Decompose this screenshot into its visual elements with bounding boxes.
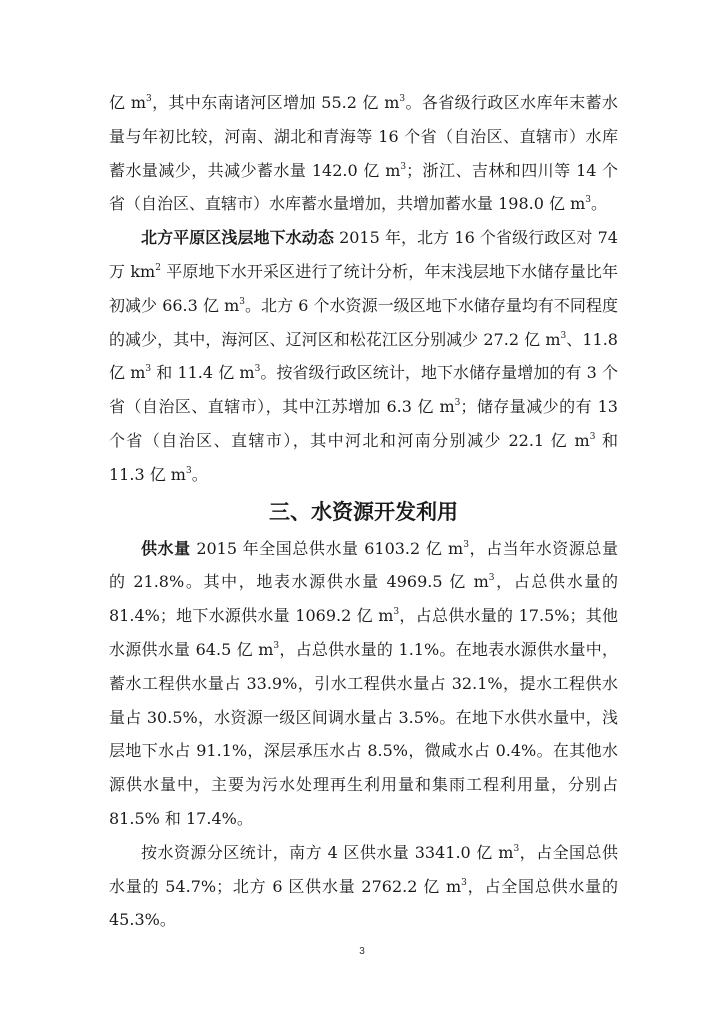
paragraph-groundwater-dynamics — [109, 221, 618, 491]
text-run: 。 — [590, 194, 607, 214]
paragraph-reservoir-storage — [109, 86, 618, 221]
text-run: ，占总供水量的 1.1%。在地表水源供水量中，蓄水工程供水量占 33.9%，引水工程供水量占 32.1%，提水工程供水量占 30.5%，水资源一级区间调水量占 3.5%。在地下水供水量中，浅层地下水占 91.1%，深层承压水占 8.5%，微咸水占 0.4%。在其他水源供水量中，主要为污水处理再生利用量和集雨工程利用量，分别占 81.5% 和 17.4%。 — [109, 639, 618, 828]
document-body — [109, 86, 618, 937]
text-run: ，占总供水量的 17.5%；其他水源供水量 64.5 亿 m — [109, 606, 618, 659]
text-run: 平原地下水开采区进行了统计分析，年末浅层地下水储存量比年初减少 66.3 亿 m — [109, 261, 618, 315]
superscript: 3 — [185, 465, 192, 476]
text-run: ，占全国总供水量的 54.7%；北方 6 区供水量 2762.2 亿 m — [109, 842, 618, 896]
text-run: 、11.8 亿 m — [109, 329, 618, 383]
text-run: 和 11.4 亿 m — [151, 363, 255, 383]
text-run: ，占全国总供水量的 45.3%。 — [109, 876, 618, 930]
superscript: 3 — [393, 607, 400, 618]
superscript: 2 — [155, 262, 161, 273]
page-number: 3 — [359, 946, 365, 957]
superscript: 3 — [254, 364, 261, 375]
text-run: 2015 年全国总供水量 6103.2 亿 m — [190, 538, 464, 558]
text-run: 。 — [191, 464, 208, 484]
paragraph-lead-heading: 北方平原区浅层地下水动态 — [141, 228, 334, 248]
text-run: ，占总供水量的 81.4%；地下水源供水量 1069.2 亿 m — [109, 572, 618, 626]
text-run: 。按省级行政区统计，地下水储存量增加的有 3 个省（自治区、直辖市），其中江苏增加 6.3 亿 m — [109, 363, 618, 417]
superscript: 3 — [560, 330, 567, 341]
text-run: ，其中东南诸河区增加 55.2 亿 m — [151, 93, 400, 112]
text-run: 按水资源分区统计，南方 4 区供水量 3341.0 亿 m — [141, 842, 514, 862]
superscript: 3 — [273, 640, 280, 651]
superscript: 3 — [454, 398, 461, 409]
paragraph-water-supply — [109, 532, 618, 836]
superscript: 3 — [585, 195, 591, 206]
superscript: 3 — [463, 539, 469, 550]
paragraph-lead-heading: 供水量 — [141, 538, 191, 558]
text-run: 和 11.3 亿 m — [109, 430, 618, 484]
superscript: 3 — [589, 431, 596, 442]
superscript: 3 — [399, 94, 406, 104]
superscript: 3 — [239, 296, 245, 307]
superscript: 3 — [400, 161, 407, 172]
paragraph-regional-supply — [109, 836, 618, 937]
text-run: 。北方 6 个水资源一级区地下水储存量均有不同程度的减少，其中，海河区、辽河区和松花江区分别减少 27.2 亿 m — [109, 295, 618, 349]
superscript: 3 — [488, 573, 495, 584]
text-run: ；储存量减少的有 13 个省（自治区、直辖市），其中河北和河南分别减少 22.1 亿 m — [109, 397, 618, 450]
text-run: 亿 m — [109, 93, 147, 112]
text-run: ，占当年水资源总量的 21.8%。其中，地表水源供水量 4969.5 亿 m — [109, 538, 618, 592]
superscript: 3 — [145, 364, 152, 375]
section-heading: 三、水资源开发利用 — [269, 499, 458, 524]
text-run: 2015 年，北方 16 个省级行政区对 74 万 km — [109, 228, 618, 281]
superscript: 3 — [461, 877, 467, 888]
text-run: 。各省级行政区水库年末蓄水量与年初比较，河南、湖北和青海等 16 个省（自治区、直辖市）水库蓄水量减少，共减少蓄水量 142.0 亿 m — [109, 93, 618, 180]
superscript: 3 — [513, 843, 520, 854]
superscript: 3 — [146, 94, 152, 104]
text-run: ；浙江、吉林和四川等 14 个省（自治区、直辖市）水库蓄水量增加，共增加蓄水量 198.0 亿 m — [109, 160, 618, 214]
